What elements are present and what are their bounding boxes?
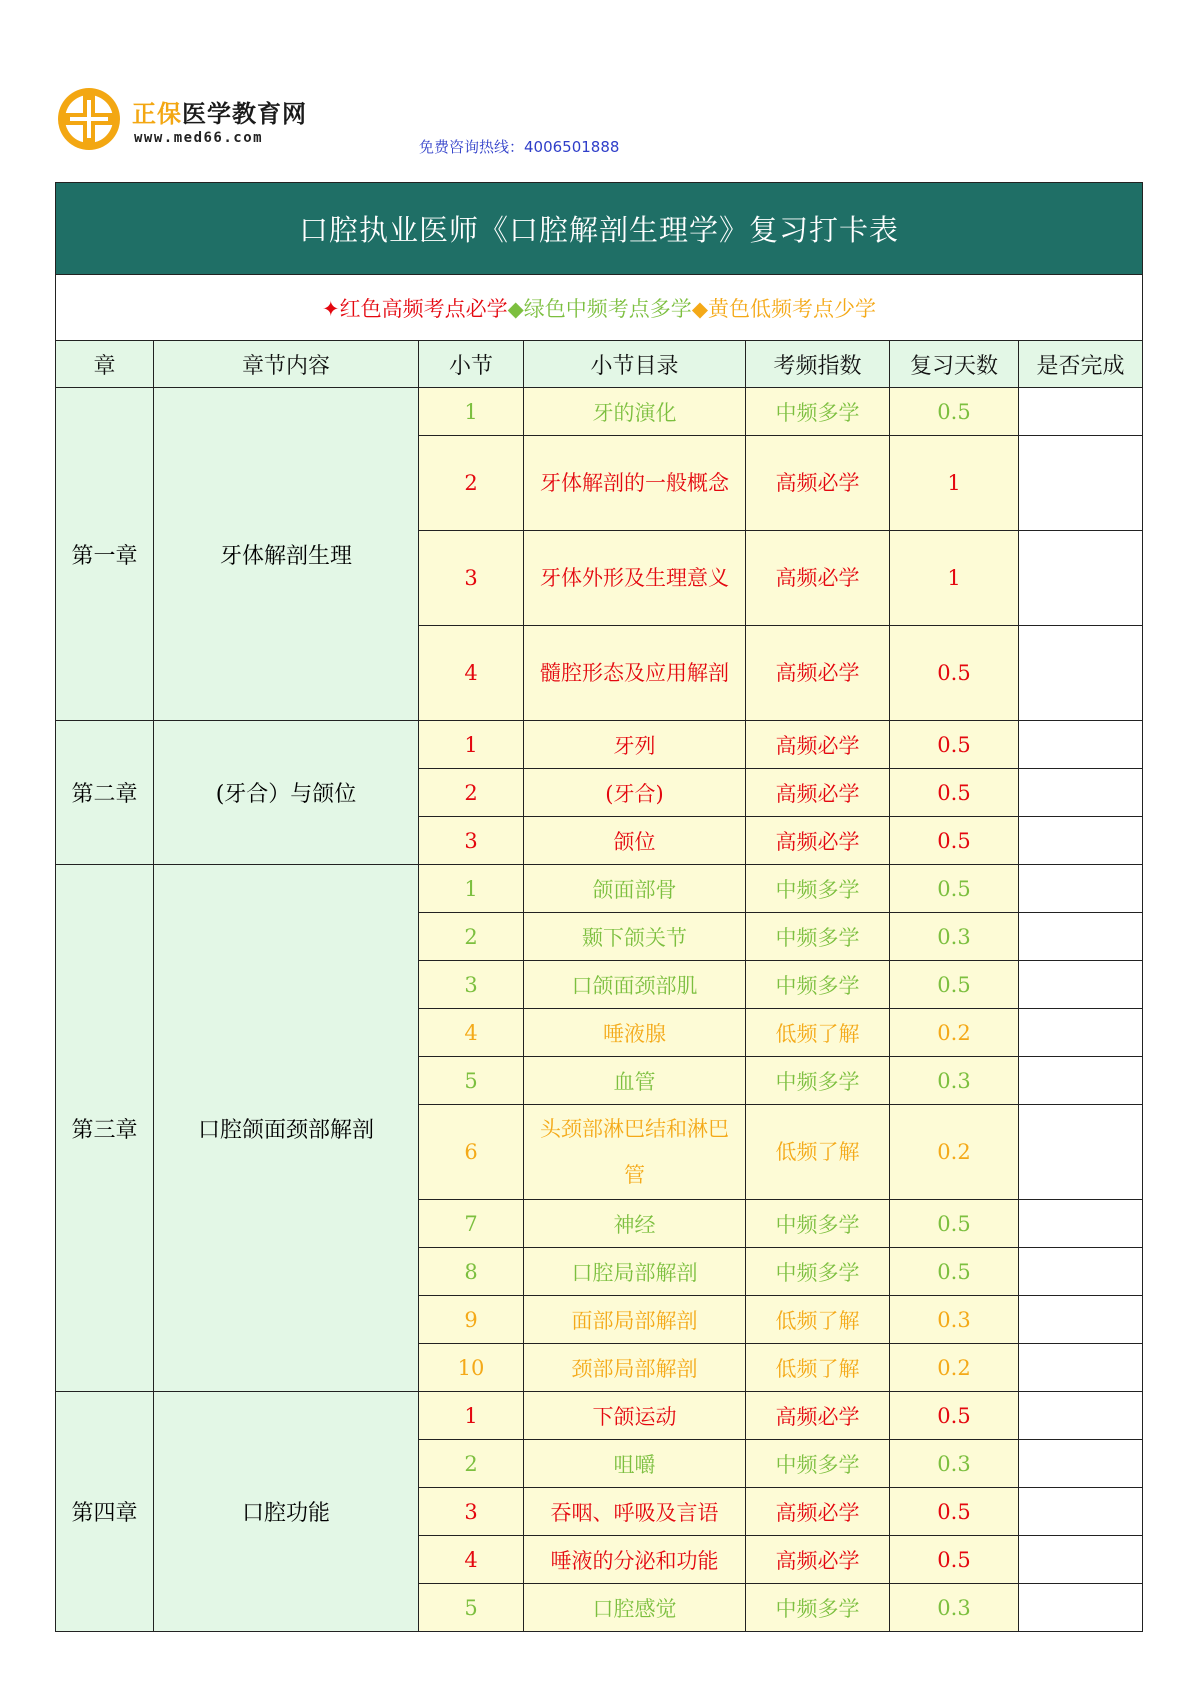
chapter-content-cell: 口腔颌面颈部解剖	[154, 865, 419, 1392]
section-topic-cell: 颈部局部解剖	[524, 1344, 746, 1392]
col-header-content: 章节内容	[154, 341, 419, 388]
chapter-content-cell: 口腔功能	[154, 1392, 419, 1632]
completed-checkbox-cell[interactable]	[1019, 436, 1143, 531]
completed-checkbox-cell[interactable]	[1019, 1584, 1143, 1632]
chapter-cell: 第二章	[56, 721, 154, 865]
table-row	[56, 1392, 1143, 1440]
completed-checkbox-cell[interactable]	[1019, 388, 1143, 436]
section-no-cell: 2	[419, 769, 524, 817]
header-row	[56, 341, 1143, 388]
completed-checkbox-cell[interactable]	[1019, 1057, 1143, 1105]
section-topic-cell: 颞下颌关节	[524, 913, 746, 961]
frequency-cell: 低频了解	[746, 1105, 890, 1200]
frequency-cell: 高频必学	[746, 769, 890, 817]
frequency-cell: 高频必学	[746, 721, 890, 769]
completed-checkbox-cell[interactable]	[1019, 961, 1143, 1009]
review-days-cell: 0.5	[890, 1248, 1019, 1296]
section-topic-cell: 神经	[524, 1200, 746, 1248]
section-topic-cell: 口颌面颈部肌	[524, 961, 746, 1009]
frequency-cell: 中频多学	[746, 388, 890, 436]
review-days-cell: 1	[890, 436, 1019, 531]
logo-brand: 正保	[132, 100, 182, 128]
completed-checkbox-cell[interactable]	[1019, 1105, 1143, 1200]
logo	[56, 86, 386, 156]
completed-checkbox-cell[interactable]	[1019, 1488, 1143, 1536]
section-topic-cell: 口腔局部解剖	[524, 1248, 746, 1296]
section-topic-cell: 咀嚼	[524, 1440, 746, 1488]
table-title: 口腔执业医师《口腔解剖生理学》复习打卡表	[56, 183, 1143, 275]
frequency-cell: 高频必学	[746, 1488, 890, 1536]
completed-checkbox-cell[interactable]	[1019, 1296, 1143, 1344]
frequency-cell: 高频必学	[746, 1536, 890, 1584]
review-days-cell: 0.3	[890, 1440, 1019, 1488]
section-topic-cell: 颌位	[524, 817, 746, 865]
completed-checkbox-cell[interactable]	[1019, 1536, 1143, 1584]
section-topic-cell: 血管	[524, 1057, 746, 1105]
completed-checkbox-cell[interactable]	[1019, 721, 1143, 769]
table-row	[56, 388, 1143, 436]
chapter-cell: 第三章	[56, 865, 154, 1392]
completed-checkbox-cell[interactable]	[1019, 1440, 1143, 1488]
review-days-cell: 0.2	[890, 1344, 1019, 1392]
review-checklist-table	[55, 182, 1143, 1632]
frequency-cell: 高频必学	[746, 626, 890, 721]
frequency-cell: 高频必学	[746, 531, 890, 626]
frequency-cell: 低频了解	[746, 1344, 890, 1392]
section-no-cell: 5	[419, 1584, 524, 1632]
section-no-cell: 7	[419, 1200, 524, 1248]
section-no-cell: 1	[419, 721, 524, 769]
review-days-cell: 0.3	[890, 1057, 1019, 1105]
chapter-cell: 第四章	[56, 1392, 154, 1632]
frequency-cell: 高频必学	[746, 817, 890, 865]
section-no-cell: 1	[419, 865, 524, 913]
review-days-cell: 0.3	[890, 913, 1019, 961]
review-days-cell: 0.5	[890, 721, 1019, 769]
completed-checkbox-cell[interactable]	[1019, 1392, 1143, 1440]
completed-checkbox-cell[interactable]	[1019, 1009, 1143, 1057]
review-days-cell: 0.5	[890, 1392, 1019, 1440]
section-no-cell: 4	[419, 1536, 524, 1584]
review-days-cell: 0.5	[890, 1488, 1019, 1536]
chapter-content-cell: (牙合）与颌位	[154, 721, 419, 865]
frequency-cell: 低频了解	[746, 1296, 890, 1344]
table-row	[56, 721, 1143, 769]
col-header-chapter: 章	[56, 341, 154, 388]
section-no-cell: 4	[419, 626, 524, 721]
section-no-cell: 5	[419, 1057, 524, 1105]
review-days-cell: 0.2	[890, 1009, 1019, 1057]
section-no-cell: 1	[419, 388, 524, 436]
section-topic-cell: 口腔感觉	[524, 1584, 746, 1632]
med66-logo-icon	[56, 86, 122, 152]
section-topic-cell: 吞咽、呼吸及言语	[524, 1488, 746, 1536]
frequency-cell: 中频多学	[746, 961, 890, 1009]
review-days-cell: 0.5	[890, 1200, 1019, 1248]
section-no-cell: 3	[419, 531, 524, 626]
frequency-cell: 中频多学	[746, 913, 890, 961]
section-no-cell: 2	[419, 913, 524, 961]
logo-url: www.med66.com	[134, 130, 264, 146]
completed-checkbox-cell[interactable]	[1019, 1248, 1143, 1296]
col-header-section-no: 小节	[419, 341, 524, 388]
completed-checkbox-cell[interactable]	[1019, 769, 1143, 817]
section-topic-cell: 面部局部解剖	[524, 1296, 746, 1344]
frequency-cell: 高频必学	[746, 436, 890, 531]
review-days-cell: 0.3	[890, 1296, 1019, 1344]
completed-checkbox-cell[interactable]	[1019, 817, 1143, 865]
completed-checkbox-cell[interactable]	[1019, 913, 1143, 961]
section-no-cell: 3	[419, 1488, 524, 1536]
legend-red: ✦红色高频考点必学	[322, 296, 508, 321]
review-days-cell: 0.3	[890, 1584, 1019, 1632]
section-topic-cell: 下颌运动	[524, 1392, 746, 1440]
chapter-cell: 第一章	[56, 388, 154, 721]
chapter-content-cell: 牙体解剖生理	[154, 388, 419, 721]
review-days-cell: 0.5	[890, 769, 1019, 817]
logo-title	[132, 94, 307, 129]
section-no-cell: 4	[419, 1009, 524, 1057]
section-topic-cell: 牙列	[524, 721, 746, 769]
legend-green: ◆绿色中频考点多学	[507, 296, 692, 321]
table-row	[56, 865, 1143, 913]
completed-checkbox-cell[interactable]	[1019, 531, 1143, 626]
completed-checkbox-cell[interactable]	[1019, 1200, 1143, 1248]
frequency-cell: 中频多学	[746, 1200, 890, 1248]
legend	[56, 275, 1143, 341]
section-topic-cell: 牙体解剖的一般概念	[524, 436, 746, 531]
section-no-cell: 3	[419, 961, 524, 1009]
section-topic-cell: 牙体外形及生理意义	[524, 531, 746, 626]
section-no-cell: 2	[419, 1440, 524, 1488]
review-days-cell: 0.5	[890, 961, 1019, 1009]
section-no-cell: 1	[419, 1392, 524, 1440]
completed-checkbox-cell[interactable]	[1019, 1344, 1143, 1392]
completed-checkbox-cell[interactable]	[1019, 626, 1143, 721]
section-no-cell: 9	[419, 1296, 524, 1344]
review-days-cell: 0.5	[890, 626, 1019, 721]
section-topic-cell: 颌面部骨	[524, 865, 746, 913]
section-topic-cell: (牙合)	[524, 769, 746, 817]
section-topic-cell: 头颈部淋巴结和淋巴管	[524, 1105, 746, 1200]
section-no-cell: 2	[419, 436, 524, 531]
logo-name: 医学教育网	[182, 100, 307, 128]
section-topic-cell: 唾液腺	[524, 1009, 746, 1057]
col-header-review-days: 复习天数	[890, 341, 1019, 388]
section-no-cell: 10	[419, 1344, 524, 1392]
col-header-completed: 是否完成	[1019, 341, 1143, 388]
section-no-cell: 3	[419, 817, 524, 865]
completed-checkbox-cell[interactable]	[1019, 865, 1143, 913]
frequency-cell: 低频了解	[746, 1009, 890, 1057]
frequency-cell: 中频多学	[746, 1248, 890, 1296]
col-header-section-topic: 小节目录	[524, 341, 746, 388]
frequency-cell: 中频多学	[746, 865, 890, 913]
review-days-cell: 0.5	[890, 1536, 1019, 1584]
review-days-cell: 0.5	[890, 865, 1019, 913]
frequency-cell: 高频必学	[746, 1392, 890, 1440]
hotline-text: 免费咨询热线：4006501888	[419, 138, 620, 156]
frequency-cell: 中频多学	[746, 1440, 890, 1488]
review-days-cell: 1	[890, 531, 1019, 626]
legend-yellow: ◆黄色低频考点少学	[691, 296, 876, 321]
frequency-cell: 中频多学	[746, 1584, 890, 1632]
section-no-cell: 8	[419, 1248, 524, 1296]
section-topic-cell: 髓腔形态及应用解剖	[524, 626, 746, 721]
section-no-cell: 6	[419, 1105, 524, 1200]
frequency-cell: 中频多学	[746, 1057, 890, 1105]
section-topic-cell: 唾液的分泌和功能	[524, 1536, 746, 1584]
review-days-cell: 0.5	[890, 388, 1019, 436]
review-days-cell: 0.5	[890, 817, 1019, 865]
section-topic-cell: 牙的演化	[524, 388, 746, 436]
col-header-frequency: 考频指数	[746, 341, 890, 388]
review-days-cell: 0.2	[890, 1105, 1019, 1200]
